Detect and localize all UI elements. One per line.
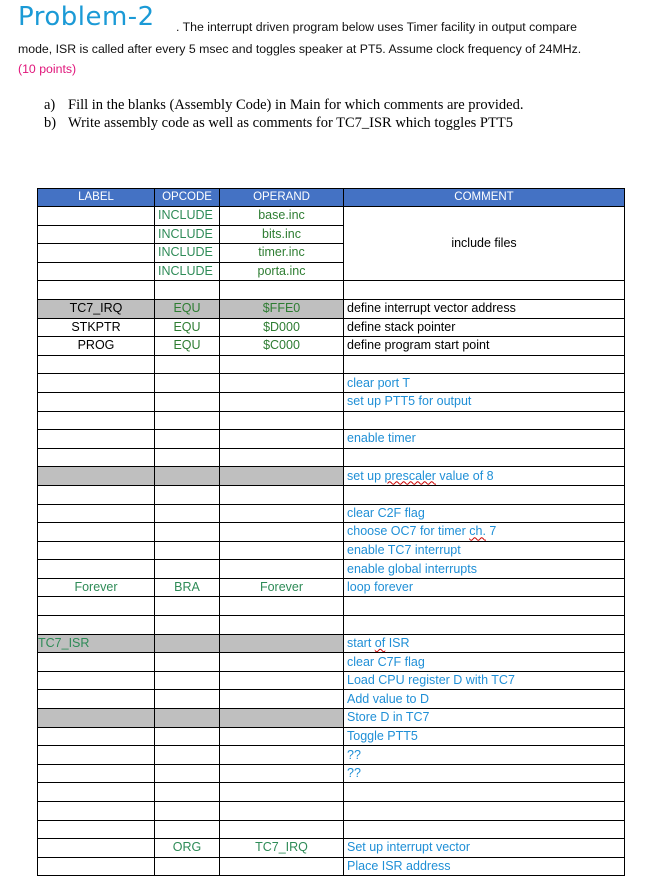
header-opcode: OPCODE <box>155 189 220 207</box>
table-row <box>38 653 625 672</box>
table-row <box>38 485 625 504</box>
table-row <box>38 281 625 300</box>
table-row <box>38 857 625 876</box>
comment-cell: Place ISR address <box>344 857 625 876</box>
operand-cell: $C000 <box>220 337 344 356</box>
comment-cell: choose OC7 for timer ch. 7 <box>344 523 625 542</box>
table-row <box>38 616 625 635</box>
table-row <box>38 746 625 765</box>
label-cell: STKPTR <box>38 318 155 337</box>
header-label: LABEL <box>38 189 155 207</box>
table-row <box>38 783 625 802</box>
table-row <box>38 634 625 653</box>
table-row <box>38 523 625 542</box>
table-row <box>38 541 625 560</box>
comment-cell: define program start point <box>344 337 625 356</box>
table-row <box>38 560 625 579</box>
comment-cell: enable global interrupts <box>344 560 625 579</box>
problem-title: Problem-2 <box>18 2 155 32</box>
table-row <box>38 727 625 746</box>
comment-cell: Toggle PTT5 <box>344 727 625 746</box>
table-row <box>38 709 625 728</box>
problem-intro-line2: mode, ISR is called after every 5 msec and toggles speaker at PT5. Assume clock frequency of 24MHz. <box>18 42 582 56</box>
comment-cell: enable timer <box>344 430 625 449</box>
table-row <box>38 411 625 430</box>
comment-cell: clear C7F flag <box>344 653 625 672</box>
operand-cell: bits.inc <box>220 225 344 244</box>
table-row <box>38 430 625 449</box>
operand-cell: TC7_IRQ <box>220 839 344 858</box>
comment-cell: define interrupt vector address <box>344 299 625 318</box>
comment-cell: set up PTT5 for output <box>344 392 625 411</box>
label-cell: Forever <box>38 578 155 597</box>
comment-cell: set up prescaler value of 8 <box>344 467 625 486</box>
comment-cell: clear port T <box>344 374 625 393</box>
comment-cell: Add value to D <box>344 690 625 709</box>
header-operand: OPERAND <box>220 189 344 207</box>
comment-cell: clear C2F flag <box>344 504 625 523</box>
points-label: (10 points) <box>18 62 77 76</box>
comment-cell: loop forever <box>344 578 625 597</box>
comment-cell: Load CPU register D with TC7 <box>344 671 625 690</box>
operand-cell: Forever <box>220 578 344 597</box>
table-row <box>38 355 625 374</box>
table-row <box>38 337 625 356</box>
table-row <box>38 448 625 467</box>
comment-cell: define stack pointer <box>344 318 625 337</box>
comment-cell: ?? <box>344 764 625 783</box>
assembly-code-table <box>37 188 625 876</box>
comment-cell: enable TC7 interrupt <box>344 541 625 560</box>
opcode-cell: BRA <box>155 578 220 597</box>
table-row <box>38 392 625 411</box>
operand-cell: $FFE0 <box>220 299 344 318</box>
table-row <box>38 690 625 709</box>
opcode-cell: INCLUDE <box>155 244 220 263</box>
table-header-row <box>38 189 625 207</box>
comment-cell: ?? <box>344 746 625 765</box>
opcode-cell: EQU <box>155 299 220 318</box>
label-cell: TC7_ISR <box>38 634 155 653</box>
table-row <box>38 504 625 523</box>
table-row <box>38 820 625 839</box>
operand-cell: porta.inc <box>220 262 344 281</box>
table-row <box>38 839 625 858</box>
table-row <box>38 802 625 821</box>
operand-cell: timer.inc <box>220 244 344 263</box>
header-comment: COMMENT <box>344 189 625 207</box>
label-cell: PROG <box>38 337 155 356</box>
table-row <box>38 578 625 597</box>
comment-cell: Store D in TC7 <box>344 709 625 728</box>
question-b: b) Write assembly code as well as comments for TC7_ISR which toggles PTT5 <box>44 115 513 131</box>
include-comment: include files <box>344 207 625 281</box>
table-row <box>38 318 625 337</box>
table-row <box>38 374 625 393</box>
opcode-cell: INCLUDE <box>155 225 220 244</box>
opcode-cell: ORG <box>155 839 220 858</box>
operand-cell: base.inc <box>220 207 344 226</box>
opcode-cell: EQU <box>155 318 220 337</box>
opcode-cell: INCLUDE <box>155 207 220 226</box>
table-row <box>38 207 625 226</box>
question-a: a) Fill in the blanks (Assembly Code) in Main for which comments are provided. <box>44 97 524 113</box>
problem-intro-line1: . The interrupt driven program below uses Timer facility in output compare <box>176 20 577 34</box>
table-row <box>38 764 625 783</box>
table-row <box>38 597 625 616</box>
opcode-cell: EQU <box>155 337 220 356</box>
comment-cell: start of ISR <box>344 634 625 653</box>
table-row <box>38 299 625 318</box>
table-row <box>38 671 625 690</box>
label-cell: TC7_IRQ <box>38 299 155 318</box>
comment-cell: Set up interrupt vector <box>344 839 625 858</box>
opcode-cell: INCLUDE <box>155 262 220 281</box>
operand-cell: $D000 <box>220 318 344 337</box>
table-row <box>38 467 625 486</box>
